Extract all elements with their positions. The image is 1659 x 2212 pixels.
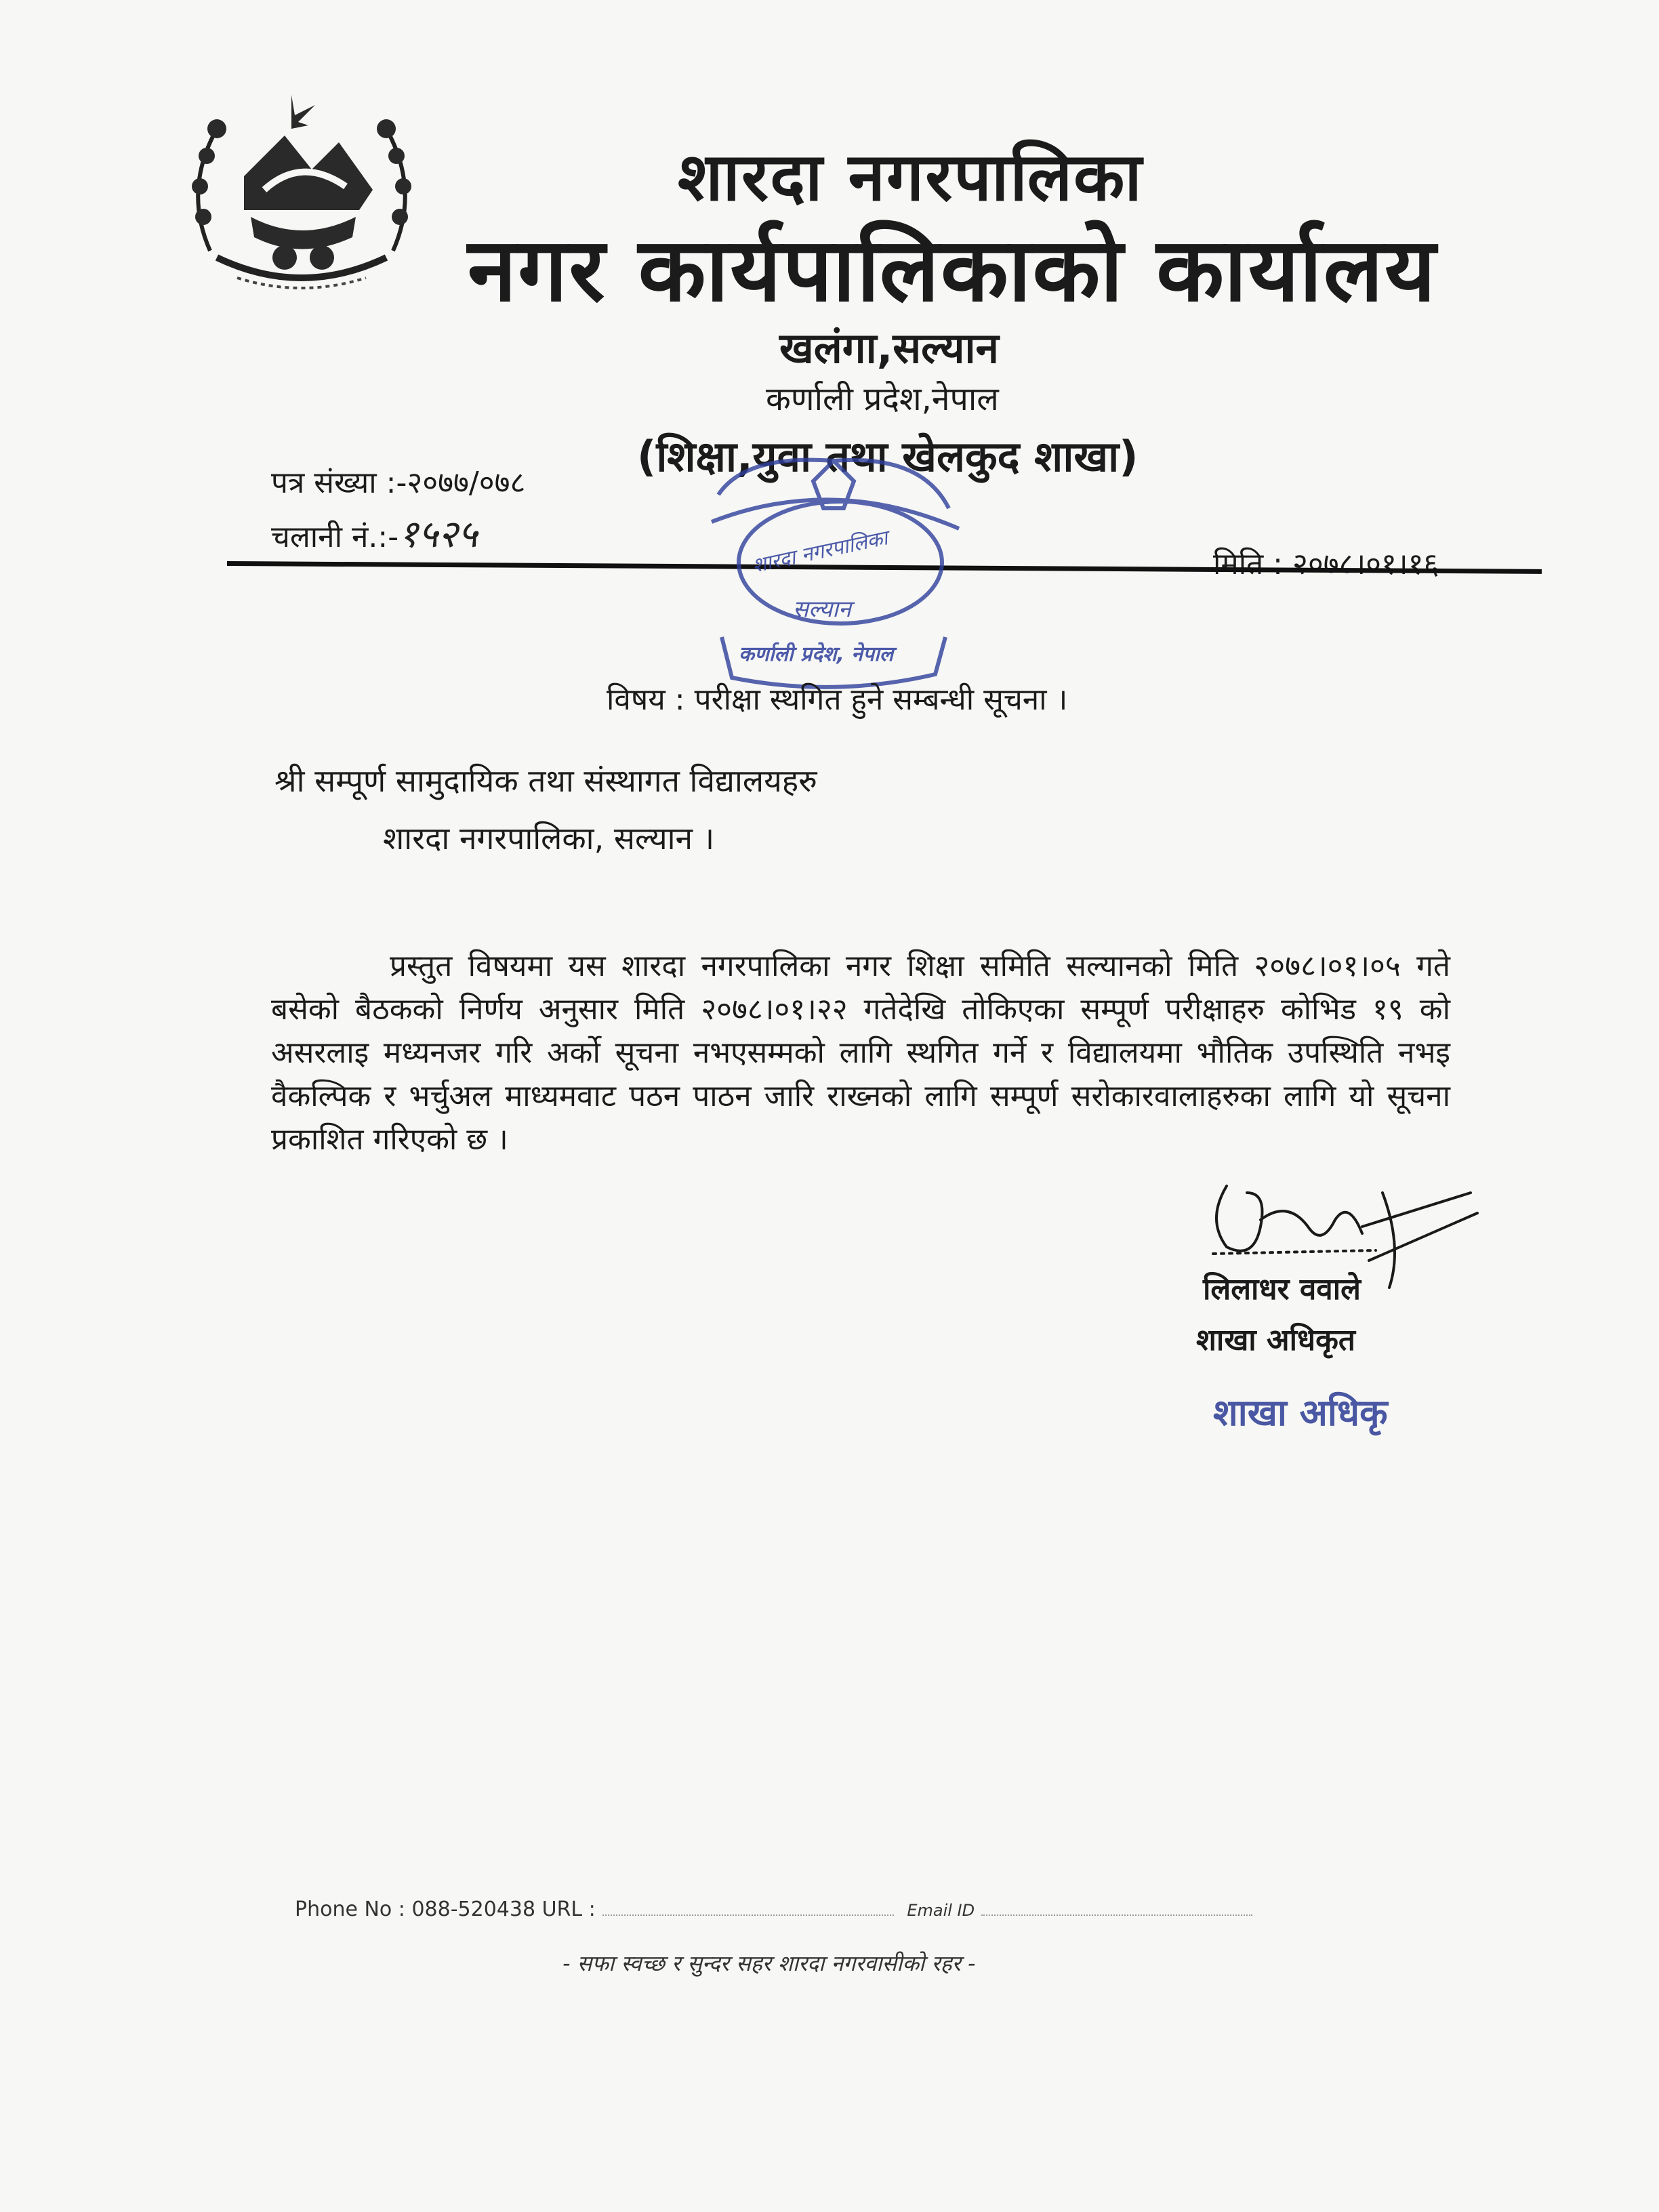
email-blank-line	[981, 1898, 1252, 1916]
dispatch-number	[271, 507, 478, 558]
signatory-title: शाखा अधिकृत	[1196, 1323, 1355, 1357]
letter-body: प्रस्तुत विषयमा यस शारदा नगरपालिका नगर शिक्षा समिति सल्यानको मिति २०७८।०१।०५ गते बसेको बैठकको निर्णय अनुसार मिति २०७८।०१।२२ गतेदेखि तोकिएका सम्पूर्ण परीक्षाहरु कोभिड १९ को असरलाइ मध्यनजर गरि अर्को सूचना नभएसम्मको लागि स्थगित गर्ने र विद्यालयमा भौतिक उपस्थिति नभइ वैकल्पिक र भर्चुअल माध्यमवाट पठन पाठन जारि राख्नको लागि सम्पूर्ण सरोकारवालाहरुका लागि यो सूचना प्रकाशित गरिएको छ ।	[271, 949, 1450, 1157]
nepal-government-emblem-icon	[169, 75, 434, 305]
footer-phone: Phone No : 088-520438	[295, 1898, 536, 1921]
office-name: नगर कार्यपालिकाको कार्यालय	[468, 218, 1437, 321]
footer-url-label: URL :	[541, 1898, 596, 1921]
branch-name: (शिक्षा,युवा तथा खेलकुद शाखा)	[637, 432, 1139, 481]
footer-slogan: - सफा स्वच्छ र सुन्दर सहर शारदा नगरवासीको रहर -	[562, 1950, 976, 1976]
footer-email-label: Email ID	[907, 1901, 975, 1920]
dispatch-number-value: १५२५	[398, 512, 478, 556]
office-address: खलंगा,सल्यान	[779, 323, 999, 373]
letter-number: पत्र संख्या :-२०७७/०७८	[271, 466, 526, 500]
signatory-name: लिलाधर ववाले	[1203, 1272, 1361, 1307]
seal-text-line-1: शारदा नगरपालिका	[750, 526, 890, 578]
recipient-line-1: श्री सम्पूर्ण सामुदायिक तथा संस्थागत विद्यालयहरु	[274, 762, 817, 799]
office-seal-stamp-icon	[691, 434, 976, 698]
recipient-line-2: शारदा नगरपालिका, सल्यान ।	[383, 820, 715, 857]
footer-contact	[295, 1898, 1259, 1921]
letter-subject: विषय : परीक्षा स्थगित हुने सम्बन्धी सूचना ।	[607, 682, 1068, 717]
office-province: कर्णाली प्रदेश,नेपाल	[766, 380, 999, 418]
seal-text-line-3: कर्णाली प्रदेश, नेपाल	[739, 642, 894, 666]
dispatch-number-label: चलानी नं.:-	[271, 520, 399, 554]
seal-text-line-2: सल्यान	[793, 596, 851, 623]
url-blank-line	[602, 1898, 894, 1916]
designation-stamp: शाखा अधिकृ	[1213, 1391, 1388, 1434]
municipality-name: शारदा नगरपालिका	[678, 139, 1143, 216]
letter-date: मिति : २०७८।०१।१६	[1213, 547, 1439, 581]
